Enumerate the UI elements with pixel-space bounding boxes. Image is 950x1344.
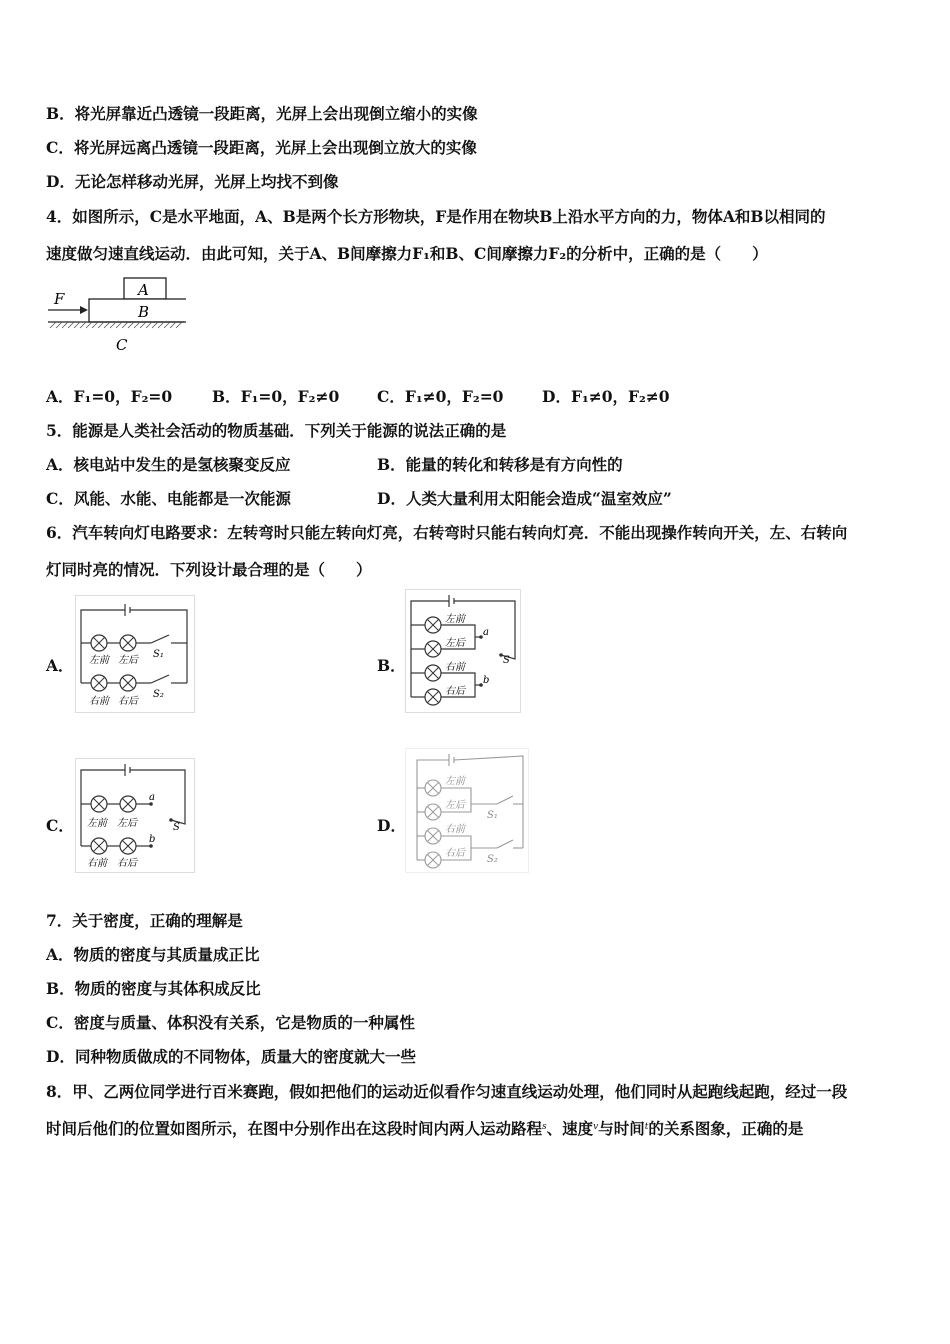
q7-option-b: B．物质的密度与其体积成反比 — [46, 979, 261, 998]
label-left-front: 左前 — [89, 655, 109, 666]
label-right-front: 右前 — [87, 858, 107, 869]
q8-text-part1: 时间后他们的位置如图所示，在图中分别作出在这段时间内两人运动路程 — [46, 1119, 543, 1138]
circuit-a — [75, 595, 195, 713]
ground-hatch — [50, 322, 182, 328]
label-s2: S₂ — [153, 689, 164, 700]
q5-option-c: C．风能、水能、电能都是一次能源 — [46, 489, 291, 508]
q6-option-c-label: C． — [46, 816, 74, 835]
label-a: a — [483, 627, 489, 638]
label-right-front: 右前 — [445, 662, 465, 673]
label-left-front: 左前 — [87, 818, 107, 829]
q3-option-b: B．将光屏靠近凸透镜一段距离，光屏上会出现倒立缩小的实像 — [46, 104, 478, 123]
q4-figure — [46, 274, 186, 354]
label-left-front: 左前 — [445, 614, 465, 625]
q8-stem-line2 — [46, 1117, 803, 1139]
force-arrowhead — [80, 306, 88, 314]
q6-stem-line2: 灯同时亮的情况．下列设计最合理的是（ ） — [46, 560, 372, 579]
q4-stem-line1: 4．如图所示，C是水平地面，A、B是两个长方形物块，F是作用在物块B上沿水平方向的力，物体A和B以相同的 — [46, 207, 826, 226]
circuit-b — [405, 589, 521, 713]
label-s1: S₁ — [487, 810, 498, 821]
label-s1: S₁ — [153, 649, 164, 660]
q8-text-part2: 、速度 — [546, 1119, 594, 1138]
circuit-d — [405, 748, 529, 873]
label-right-rear: 右后 — [445, 848, 465, 859]
q6-option-d-label: D． — [377, 816, 406, 835]
q7-option-d: D．同种物质做成的不同物体，质量大的密度就大一些 — [46, 1047, 416, 1066]
label-b: b — [483, 675, 490, 686]
label-right-rear: 右后 — [445, 686, 465, 697]
label-right-rear: 右后 — [118, 696, 138, 707]
q8-text-part3: 与时间 — [598, 1119, 645, 1138]
label-left-rear: 左后 — [445, 638, 465, 649]
label-right-rear: 右后 — [117, 858, 137, 869]
q3-option-c: C．将光屏远离凸透镜一段距离，光屏上会出现倒立放大的实像 — [46, 138, 477, 157]
label-left-rear: 左后 — [117, 818, 137, 829]
label-s: S — [173, 822, 180, 833]
label-right-front: 右前 — [445, 824, 465, 835]
label-s: S — [503, 655, 510, 666]
q4-option-b: B．F₁=0，F₂≠0 — [212, 387, 340, 406]
q5-option-a: A．核电站中发生的是氢核聚变反应 — [46, 455, 291, 474]
q6-stem-line1: 6．汽车转向灯电路要求：左转弯时只能左转向灯亮，右转弯时只能右转向灯亮．不能出现操作转向开关，左、右转向 — [46, 523, 848, 542]
symbol-t: t — [644, 1122, 649, 1132]
label-a: A — [138, 281, 149, 299]
label-a: a — [149, 792, 155, 803]
q7-stem: 7．关于密度，正确的理解是 — [46, 911, 243, 930]
q8-text-part4: 的关系图象，正确的是 — [648, 1119, 804, 1138]
q4-option-c: C．F₁≠0，F₂=0 — [377, 387, 504, 406]
q4-stem-line2: 速度做匀速直线运动．由此可知，关于A、B间摩擦力F₁和B、C间摩擦力F₂的分析中，正确的是（ ） — [46, 244, 768, 263]
circuit-c — [75, 758, 195, 873]
q6-option-a-label: A． — [46, 656, 74, 675]
label-left-rear: 左后 — [445, 800, 465, 811]
symbol-v: v — [593, 1122, 599, 1132]
q7-option-c: C．密度与质量、体积没有关系，它是物质的一种属性 — [46, 1013, 415, 1032]
label-c: C — [116, 336, 128, 354]
q4-option-a: A．F₁=0，F₂=0 — [46, 387, 173, 406]
q4-option-d: D．F₁≠0，F₂≠0 — [542, 387, 670, 406]
q7-option-a: A．物质的密度与其质量成正比 — [46, 945, 260, 964]
q3-option-d: D．无论怎样移动光屏，光屏上均找不到像 — [46, 172, 339, 191]
label-left-rear: 左后 — [118, 655, 138, 666]
label-left-front: 左前 — [445, 776, 465, 787]
q5-option-b: B．能量的转化和转移是有方向性的 — [377, 455, 623, 474]
label-f: F — [54, 290, 65, 308]
symbol-s: s — [542, 1122, 547, 1132]
label-s2: S₂ — [487, 854, 498, 865]
label-right-front: 右前 — [89, 696, 109, 707]
q5-option-d: D．人类大量利用太阳能会造成“温室效应” — [377, 489, 672, 508]
label-b: B — [138, 303, 150, 321]
q6-option-b-label: B． — [377, 656, 406, 675]
label-b: b — [149, 834, 156, 845]
q5-stem: 5．能源是人类社会活动的物质基础．下列关于能源的说法正确的是 — [46, 421, 507, 440]
q8-stem-line1: 8．甲、乙两位同学进行百米赛跑，假如把他们的运动近似看作匀速直线运动处理，他们同时从起跑线起跑，经过一段 — [46, 1082, 848, 1101]
